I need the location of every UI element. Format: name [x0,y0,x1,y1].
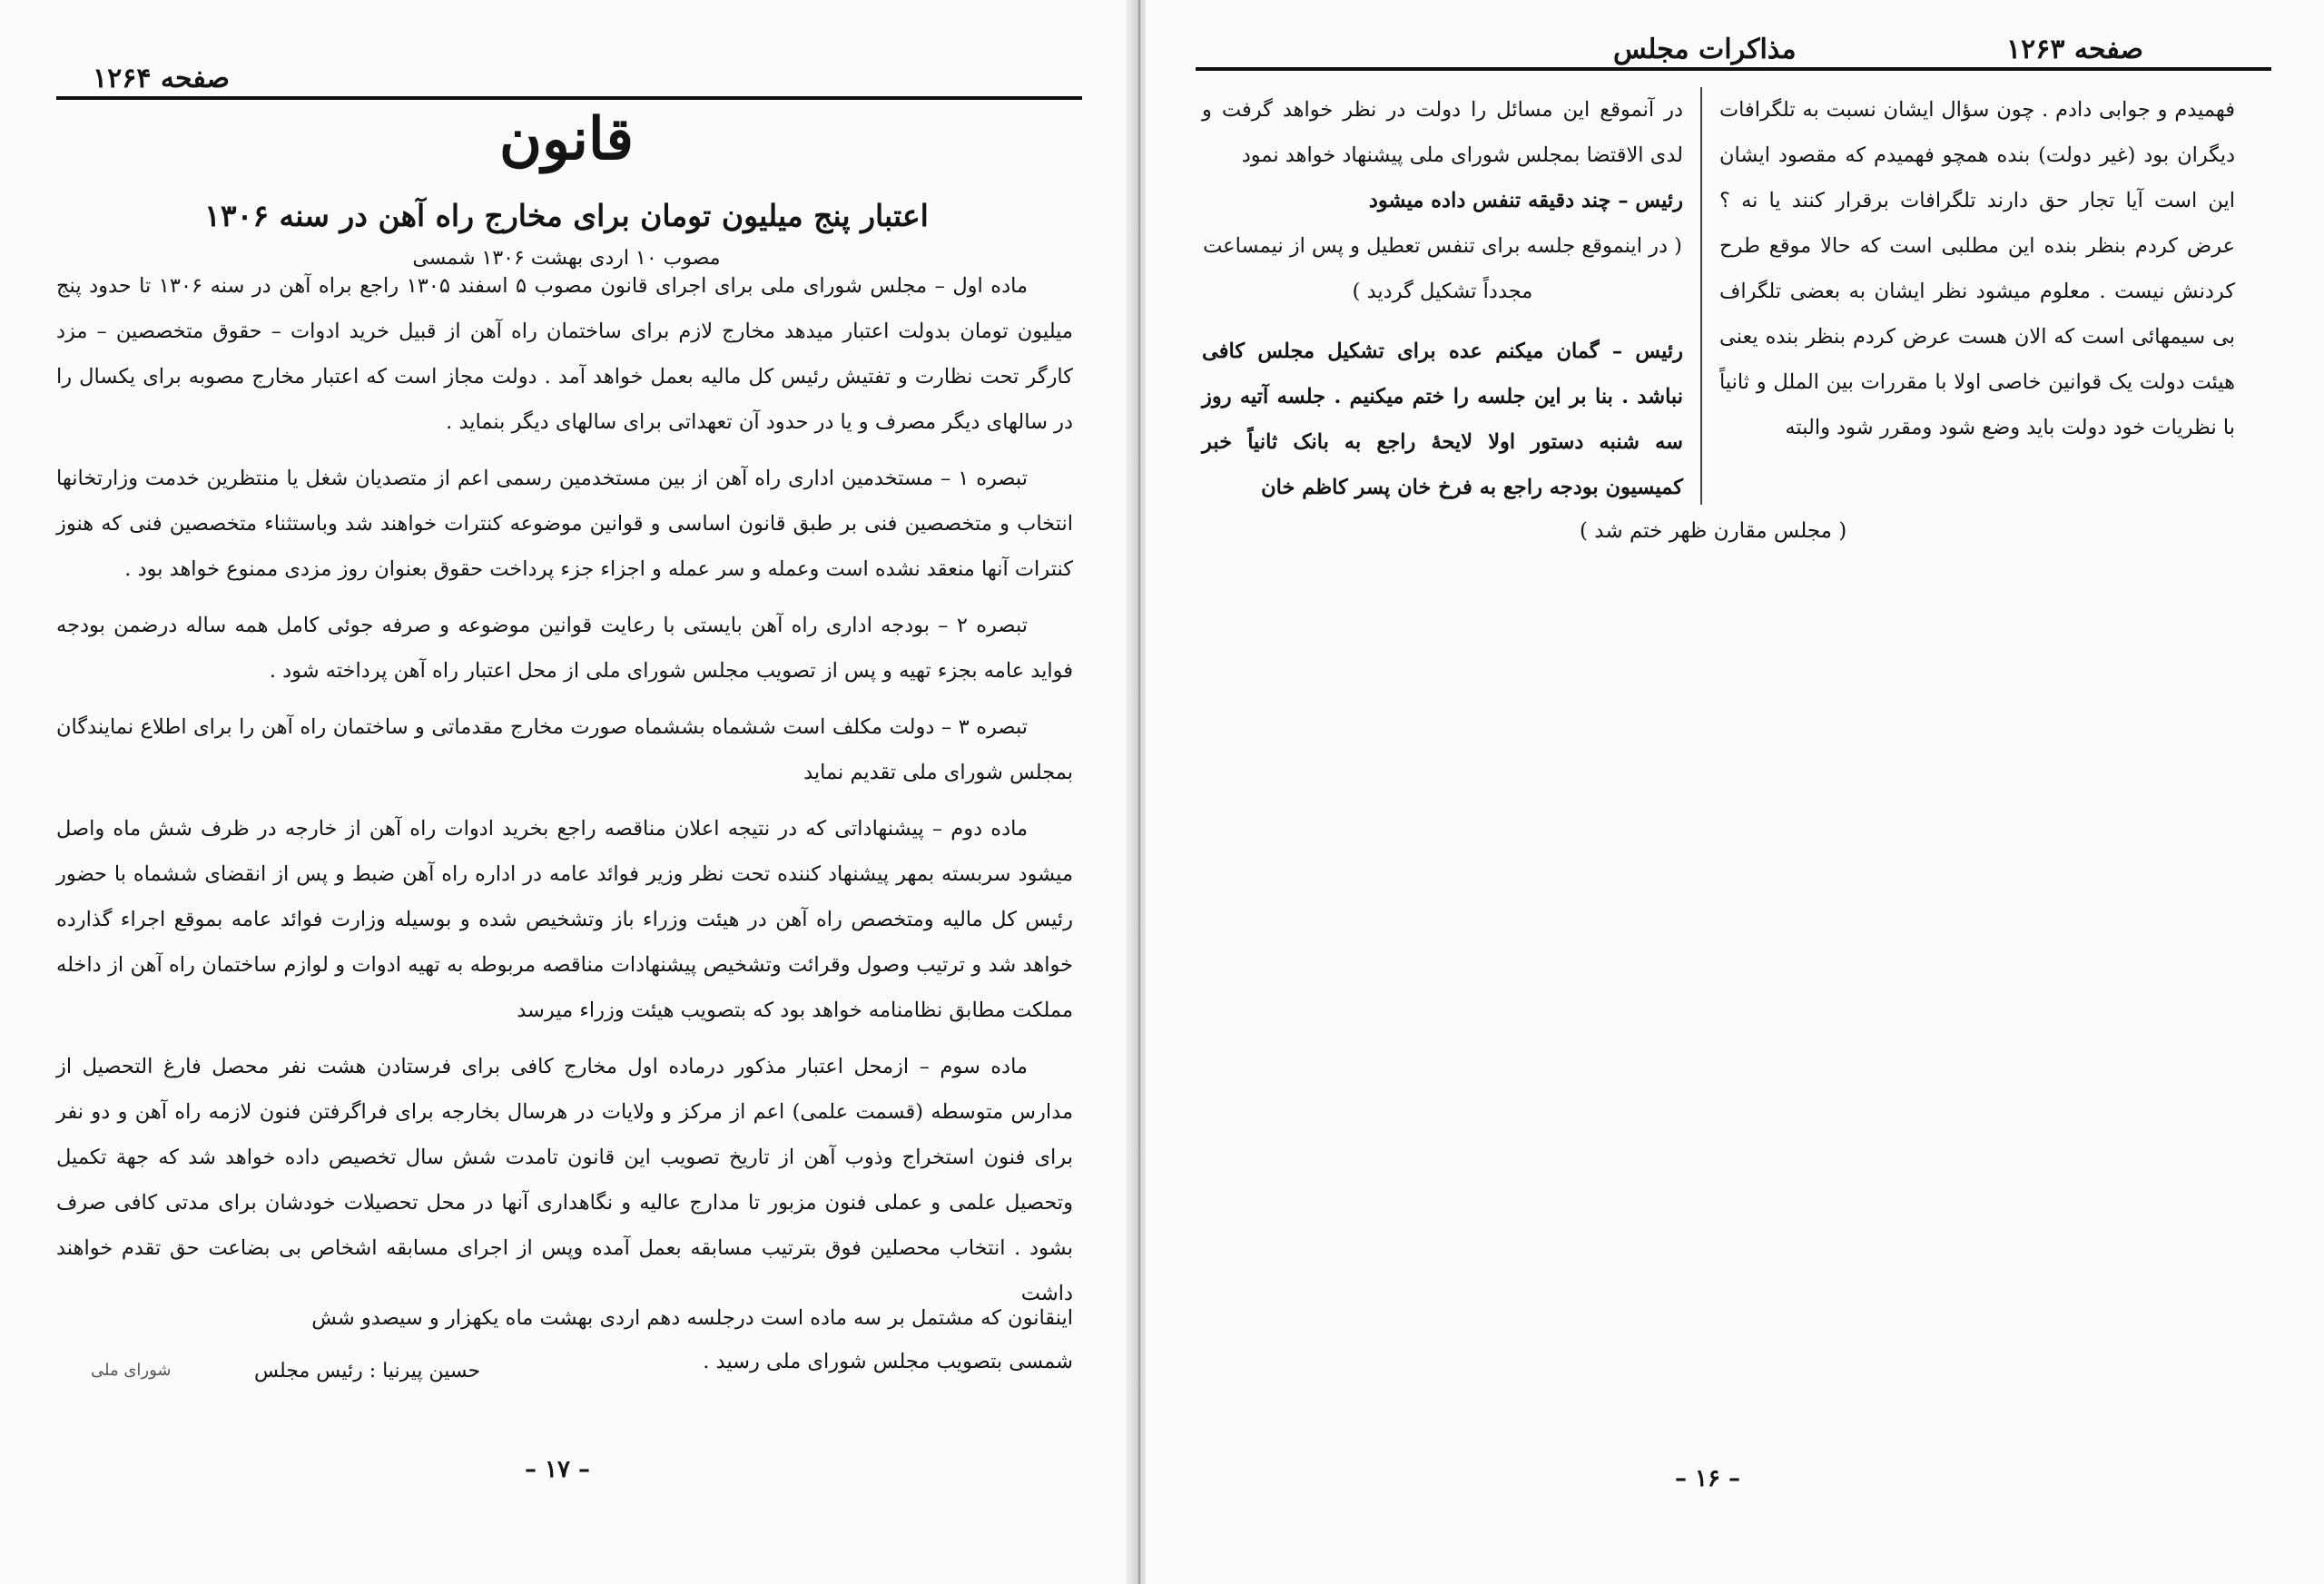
right-page [1146,0,2324,1584]
law-articles [56,263,1073,1327]
law-approval-date: مصوب ۱۰ اردی بهشت ۱۳۰۶ شمسی [412,247,721,270]
note-two: تبصره ۲ – بودجه اداری راه آهن بایستی با رعایت قوانین موضوعه و صرفه جوئی کامل همه ساله درضمن بودجه فواید عامه بجزء تهیه و پس از تصویب مجلس شورای ملی از محل اعتبار راه آهن پرداخته شود . [56,614,1073,683]
law-subtitle: اعتبار پنج میلیون تومان برای مخارج راه آهن در سنه ۱۳۰۶ [204,198,929,233]
note-one: تبصره ۱ – مستخدمین اداری راه آهن از بین مستخدمین رسمی اعم از متصدیان شغل یا منتظرین خدمت وزارتخانها انتخاب و متخصصین فنی بر طبق قانون اساسی و قوانین موضوعه کنترات خواهند شد وباستثناء متخصصین فنی که هنوز کنترات آنها منعقد نشده است وعمله و سر عمله و اجزاء جزء پرداخت حقوق بعنوان روز مزدی ممنوع خواهد بود . [56,467,1073,581]
left-text-column [1202,87,1683,510]
left-header-rule [56,96,1082,100]
column-divider [1700,87,1702,505]
right-text-column [1719,87,2235,450]
article-one: ماده اول – مجلس شورای ملی برای اجرای قانون مصوب ۵ اسفند ۱۳۰۵ راجع براه آهن در سنه ۱۳۰۶ تا حدود پنج میلیون تومان بدولت اعتبار میدهد مخارج لازم برای ساختمان راه آهن از قبیل خرید ادوات – حقوق متخصصین – مزد کارگر تحت نظارت و تفتیش رئیس کل مالیه بعمل خواهد آمد . دولت مجاز است که اعتبار مخارج مصوبه برای یکسال را در سالهای دیگر مصرف و یا در حدود آن تعهداتی برای سالهای دیگر بنماید . [56,274,1073,434]
speaker-recess: رئیس – چند دقیقه تنفس داده میشود [1368,189,1683,212]
minister-reply-continued: در آنموقع این مسائل را دولت در نظر خواهد گرفت و لدی الاقتضا بمجلس شورای ملی پیشنهاد خواهد نمود [1202,98,1683,167]
left-page-number: – ۱۷ – [525,1456,591,1483]
right-header-rule [1196,67,2271,71]
right-page-header-title: مذاکرات مجلس [1613,34,1797,65]
right-page-number: – ۱۶ – [1675,1465,1741,1492]
left-page [0,0,1133,1584]
left-page-header: صفحه ۱۲۶۴ [93,63,230,94]
article-three: ماده سوم – ازمحل اعتبار مذکور درماده اول مخارج کافی برای فرستادن هشت نفر محصل فارغ التحصیل از مدارس متوسطه (قسمت علمی) اعم از مرکز و ولایات در هرسال بخارجه برای فراگرفتن فنون لازمه راه آهن و دو نفر برای فنون استخراج وذوب آهن از تاریخ تصویب این قانون تامدت شش سال تخصیص داده خواهد شد که جهة تکمیل وتحصیل علمی و عملی فنون مزبور تا مدارج عالیه و نگاهداری آنها در محل تحصیلات خودشان برای مدتی کافی صرف بشود . انتخاب محصلین فوق بترتیب مسابقه بعمل آمده وپس از اجرای مسابقه اشخاص بی بضاعت حق تقدم خواهند داشت [56,1055,1073,1305]
signature-line: حسین پیرنیا : رئیس مجلس [254,1360,481,1382]
right-page-header-number: صفحه ۱۲۶۳ [2006,34,2143,65]
recess-note: ( در اینموقع جلسه برای تنفس تعطیل و پس از نیمساعت مجدداً تشکیل گردید ) [1203,234,1682,303]
seal-caption: شورای ملی [91,1361,172,1380]
minister-reply-text: فهمیدم و جوابی دادم . چون سؤال ایشان نسبت به تلگرافات دیگران بود (غیر دولت) بنده همچو فهمیدم که مقصود ایشان این است آیا تجار حق دارند تلگرافات برقرار کنند یا نه ؟ عرض کردم بنظر بنده این مطلبی است که حالا موقع طرح کردنش نیست . معلوم میشود نظر ایشان به بعضی تلگراف بی سیمهائی است که الان هست عرض کردم بنظر بنده یعنی هیئت دولت یک قوانین خاصی اولا با مقررات بین الملل و ثانیاً با نظریات خود دولت باید وضع شود ومقرر شود والبته [1719,98,2235,439]
article-two: ماده دوم – پیشنهاداتی که در نتیجه اعلان مناقصه راجع بخرید ادوات راه آهن از خارجه در ظرف شش ماه واصل میشود سربسته بمهر پیشنهاد کننده تحت نظر وزیر فوائد عامه در اداره راه آهن ضبط و پس از انقضای ششماه با حضور رئیس کل مالیه ومتخصص راه آهن در هیئت وزراء باز وتشخیص شده و بوسیله وزارت فوائد عامه بموقع اجراء گذارده خواهد شد و ترتیب وصول وقرائت وتشخیص پیشنهادات مناقصه مربوطه به تهیه ادوات و لوازم ساختمان راه آهن از داخله مملکت مطابق نظامنامه خواهد بود که بتصویب هیئت وزراء میرسد [56,817,1073,1022]
session-adjournment: ( مجلس مقارن ظهر ختم شد ) [1580,519,1847,543]
law-closing-statement: اینقانون که مشتمل بر سه ماده است درجلسه دهم اردی بهشت ماه یکهزار و سیصدو شش شمسی بتصویب مجلس شورای ملی رسید . [311,1306,1073,1373]
speaker-adjourn: رئیس – گمان میکنم عده برای تشکیل مجلس کافی نباشد . بنا بر این جلسه را ختم میکنیم . جلسه آتیه روز سه شنبه دستور اولا لایحهٔ راجع به بانک ثانیاً خبر کمیسیون بودجه راجع به فرخ خان پسر کاظم خان [1202,339,1683,499]
note-three: تبصره ۳ – دولت مکلف است ششماه بششماه صورت مخارج مقدماتی و ساختمان راه آهن را برای اطلاع نمایندگان بمجلس شورای ملی تقدیم نماید [56,715,1073,784]
law-title: قانون [499,105,634,173]
